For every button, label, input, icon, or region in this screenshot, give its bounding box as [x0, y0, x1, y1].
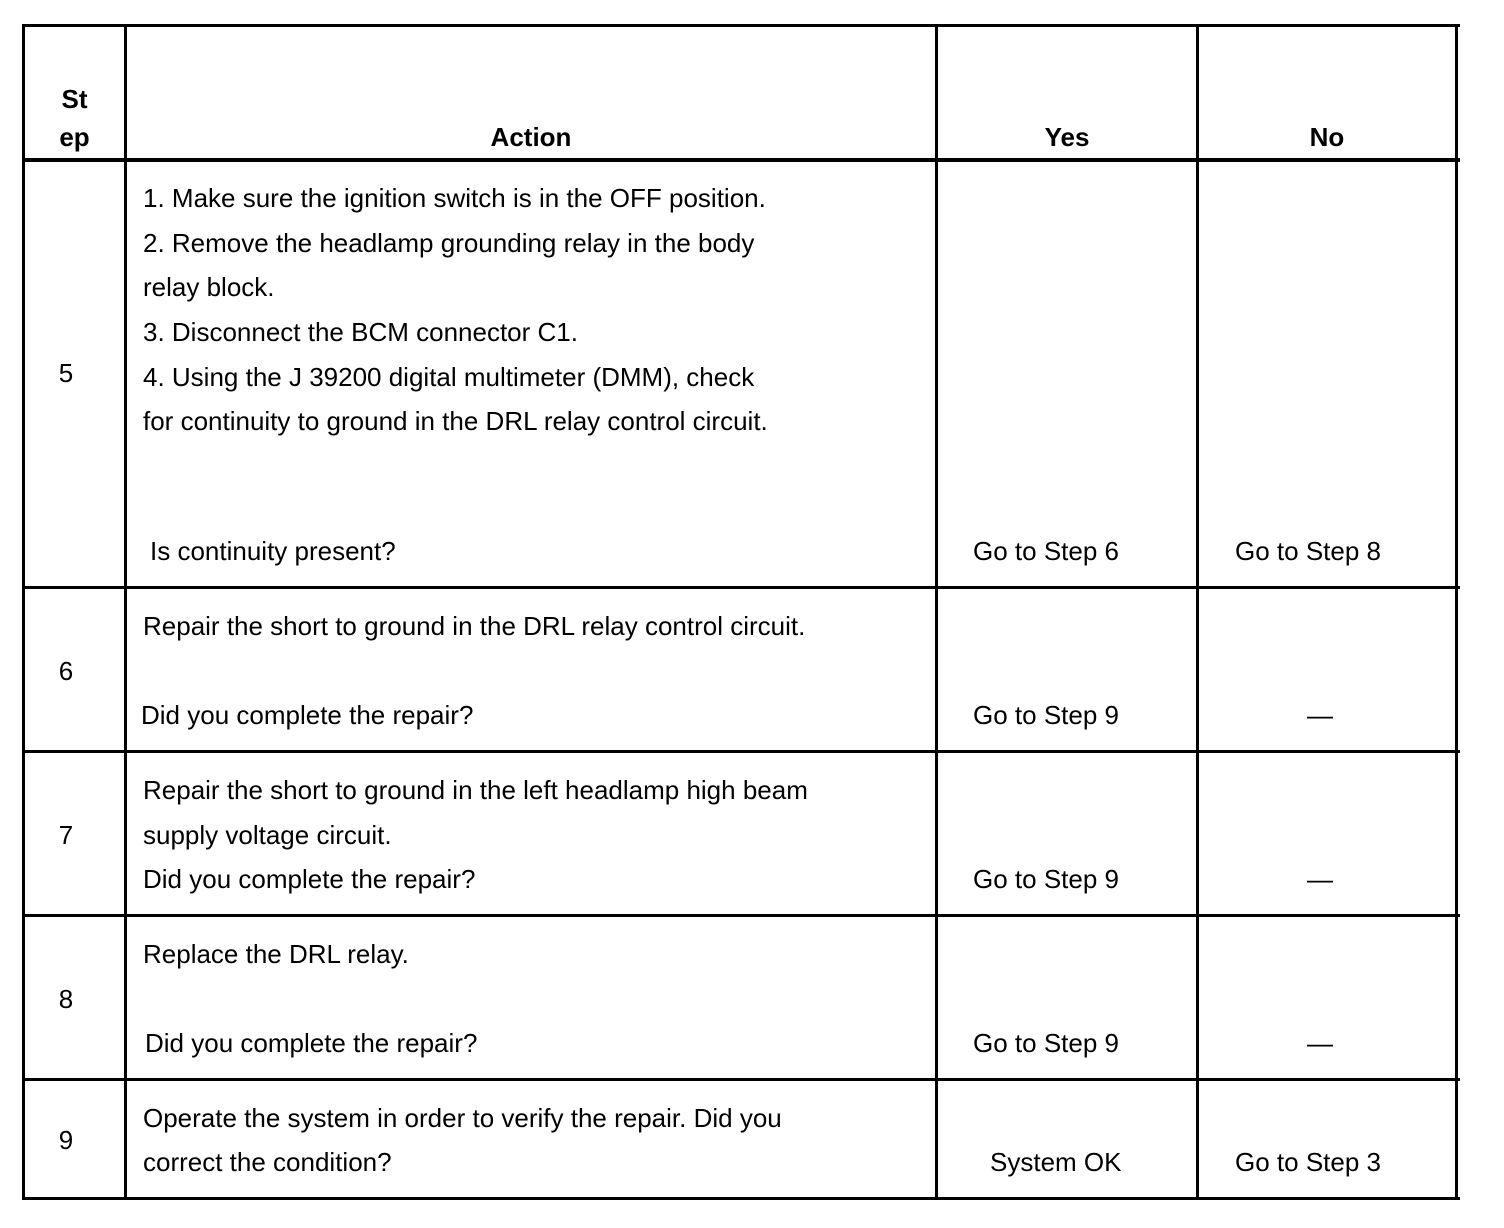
yes-result: Go to Step 9: [973, 864, 1119, 894]
table-border-right: [1455, 24, 1458, 1200]
step-number: 7: [58, 820, 74, 850]
column-divider: [1196, 24, 1199, 1200]
row-divider: [22, 750, 1460, 753]
yes-result: Go to Step 6: [973, 536, 1119, 566]
step-number: 5: [58, 358, 74, 388]
header-action: Action: [490, 122, 572, 152]
action-line: for continuity to ground in the DRL relay control circuit.: [143, 406, 768, 436]
action-question: Did you complete the repair?: [145, 1028, 478, 1058]
header-yes: Yes: [1044, 122, 1090, 152]
action-line: Repair the short to ground in the DRL relay control circuit.: [143, 611, 806, 641]
table-border-top: [22, 24, 1460, 27]
step-number: 9: [58, 1125, 74, 1155]
action-line: Repair the short to ground in the left headlamp high beam: [143, 775, 808, 805]
column-divider: [935, 24, 938, 1200]
no-result: Go to Step 3: [1235, 1147, 1381, 1177]
step-number: 6: [58, 656, 74, 686]
row-divider: [22, 914, 1460, 917]
action-line: Replace the DRL relay.: [143, 939, 409, 969]
action-line: 1. Make sure the ignition switch is in the OFF position.: [143, 183, 766, 213]
action-question: Did you complete the repair?: [141, 700, 474, 730]
action-question: Is continuity present?: [150, 536, 396, 566]
header-step-line2: ep: [59, 122, 90, 152]
action-line: relay block.: [143, 272, 275, 302]
no-result: —: [1307, 1028, 1333, 1058]
header-step-line1: St: [61, 84, 88, 114]
action-line: supply voltage circuit.: [143, 820, 392, 850]
header-divider: [22, 158, 1460, 162]
header-step: [25, 84, 124, 152]
action-line: 2. Remove the headlamp grounding relay in the body: [143, 228, 755, 258]
column-divider: [124, 24, 127, 1200]
action-line: 3. Disconnect the BCM connector C1.: [143, 317, 578, 347]
table-border-bottom: [22, 1197, 1460, 1200]
table-border-left: [22, 24, 25, 1200]
yes-result: Go to Step 9: [973, 1028, 1119, 1058]
no-result: Go to Step 8: [1235, 536, 1381, 566]
row-divider: [22, 1078, 1460, 1081]
action-question: Did you complete the repair?: [143, 864, 476, 894]
action-line: Operate the system in order to verify the repair. Did you: [143, 1103, 782, 1133]
yes-result: Go to Step 9: [973, 700, 1119, 730]
action-line: correct the condition?: [143, 1147, 392, 1177]
action-line: 4. Using the J 39200 digital multimeter (DMM), check: [143, 362, 755, 392]
row-divider: [22, 586, 1460, 589]
no-result: —: [1307, 864, 1333, 894]
header-no: No: [1309, 122, 1345, 152]
no-result: —: [1307, 700, 1333, 730]
step-number: 8: [58, 984, 74, 1014]
yes-result: System OK: [990, 1147, 1122, 1177]
